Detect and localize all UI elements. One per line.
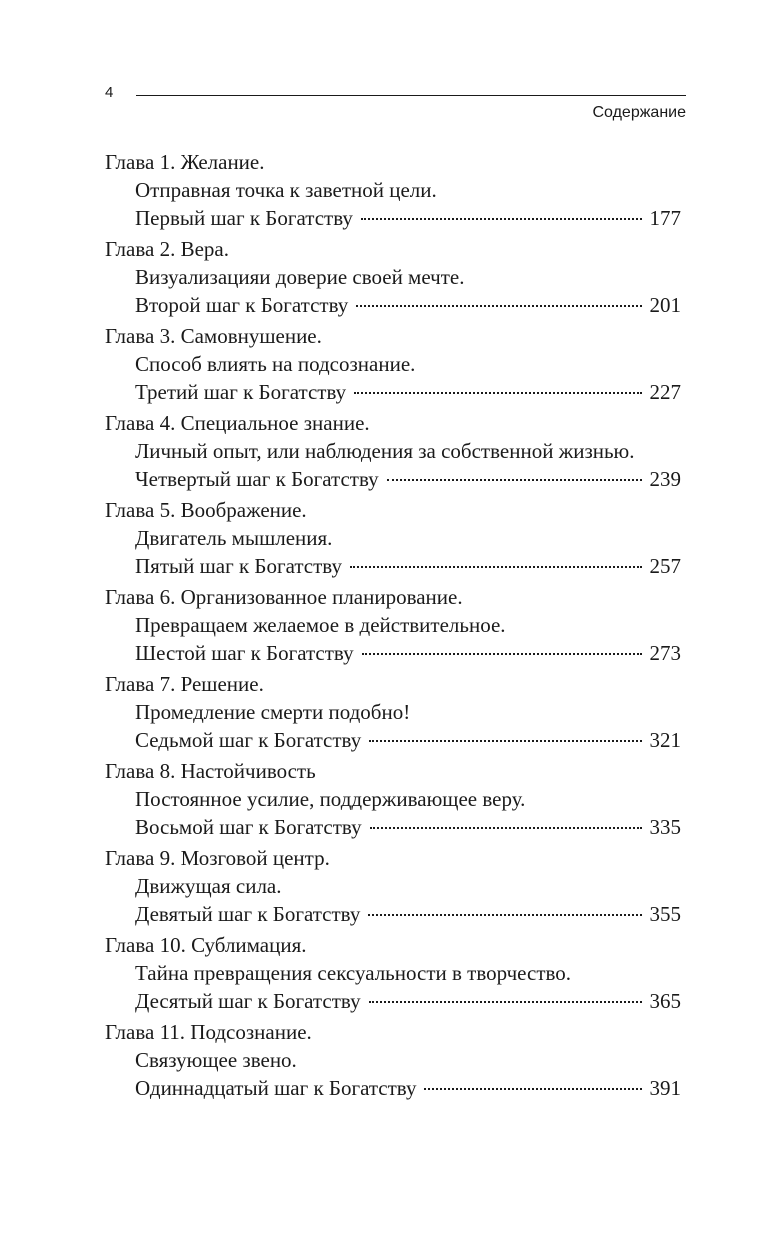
chapter-step-line: [105, 900, 681, 928]
toc-entry-11: [105, 1018, 681, 1105]
chapter-subtitle: Двигатель мышления.: [135, 526, 333, 550]
dot-leader: [369, 740, 641, 742]
chapter-subtitle: Превращаем желаемое в действительное.: [135, 613, 506, 637]
toc-entry-4: [105, 409, 681, 496]
chapter-subtitle: Тайна превращения сексуальности в творчество.: [135, 961, 572, 985]
step-label: Девятый шаг к Богатству: [135, 902, 361, 926]
chapter-subtitle: Отправная точка к заветной цели.: [135, 178, 437, 202]
dot-leader: [369, 1001, 642, 1003]
dot-leader: [370, 827, 642, 829]
table-of-contents: [105, 148, 681, 1105]
toc-entry-3: [105, 322, 681, 409]
chapter-title: Глава 3. Самовнушение.: [105, 324, 322, 348]
page-reference: 227: [649, 380, 681, 404]
toc-entry-5: [105, 496, 681, 583]
step-label: Седьмой шаг к Богатству: [135, 728, 362, 752]
chapter-step-line: [105, 378, 681, 406]
chapter-title: Глава 9. Мозговой центр.: [105, 846, 330, 870]
chapter-subtitle: Движущая сила.: [135, 874, 282, 898]
chapter-step-line: [105, 726, 681, 754]
dot-leader: [361, 218, 642, 220]
toc-entry-6: [105, 583, 681, 670]
toc-entry-7: [105, 670, 681, 757]
chapter-subtitle: Способ влиять на подсознание.: [135, 352, 416, 376]
step-label: Четвертый шаг к Богатству: [135, 467, 379, 491]
dot-leader: [362, 653, 642, 655]
page-reference: 391: [649, 1076, 681, 1100]
dot-leader: [424, 1088, 641, 1090]
toc-entry-8: [105, 757, 681, 844]
chapter-step-line: [105, 204, 681, 232]
dot-leader: [387, 479, 642, 481]
toc-entry-9: [105, 844, 681, 931]
page-reference: 177: [649, 206, 681, 230]
chapter-subtitle: Личный опыт, или наблюдения за собственной жизнью.: [135, 439, 635, 463]
chapter-title: Глава 10. Сублимация.: [105, 933, 307, 957]
step-label: Шестой шаг к Богатству: [135, 641, 354, 665]
chapter-title: Глава 4. Специальное знание.: [105, 411, 370, 435]
chapter-step-line: [105, 1074, 681, 1102]
chapter-step-line: [105, 813, 681, 841]
page-reference: 239: [649, 467, 681, 491]
chapter-title: Глава 6. Организованное планирование.: [105, 585, 463, 609]
chapter-title: Глава 7. Решение.: [105, 672, 264, 696]
dot-leader: [350, 566, 642, 568]
page-reference: 355: [649, 902, 681, 926]
chapter-title: Глава 1. Желание.: [105, 150, 265, 174]
step-label: Восьмой шаг к Богатству: [135, 815, 362, 839]
page-reference: 257: [649, 554, 681, 578]
page-reference: 335: [649, 815, 681, 839]
chapter-title: Глава 8. Настойчивость: [105, 759, 316, 783]
chapter-subtitle: Постоянное усилие, поддерживающее веру.: [135, 787, 526, 811]
toc-entry-2: [105, 235, 681, 322]
step-label: Первый шаг к Богатству: [135, 206, 353, 230]
toc-entry-1: [105, 148, 681, 235]
chapter-title: Глава 5. Воображение.: [105, 498, 307, 522]
header-rule: [136, 95, 686, 96]
chapter-subtitle: Связующее звено.: [135, 1048, 297, 1072]
step-label: Десятый шаг к Богатству: [135, 989, 361, 1013]
chapter-title: Глава 11. Подсознание.: [105, 1020, 312, 1044]
chapter-title: Глава 2. Вера.: [105, 237, 229, 261]
step-label: Одиннадцатый шаг к Богатству: [135, 1076, 417, 1100]
step-label: Второй шаг к Богатству: [135, 293, 349, 317]
section-title: Содержание: [592, 104, 686, 121]
chapter-subtitle: Визуализацияи доверие своей мечте.: [135, 265, 465, 289]
chapter-step-line: [105, 291, 681, 319]
step-label: Пятый шаг к Богатству: [135, 554, 342, 578]
dot-leader: [368, 914, 641, 916]
toc-entry-10: [105, 931, 681, 1018]
dot-leader: [354, 392, 641, 394]
chapter-step-line: [105, 552, 681, 580]
chapter-step-line: [105, 639, 681, 667]
page-reference: 365: [649, 989, 681, 1013]
step-label: Третий шаг к Богатству: [135, 380, 347, 404]
page-reference: 273: [649, 641, 681, 665]
chapter-subtitle: Промедление смерти подобно!: [135, 700, 411, 724]
chapter-step-line: [105, 465, 681, 493]
dot-leader: [356, 305, 641, 307]
page-number: 4: [105, 84, 114, 101]
page-reference: 321: [649, 728, 681, 752]
chapter-step-line: [105, 987, 681, 1015]
page-reference: 201: [649, 293, 681, 317]
